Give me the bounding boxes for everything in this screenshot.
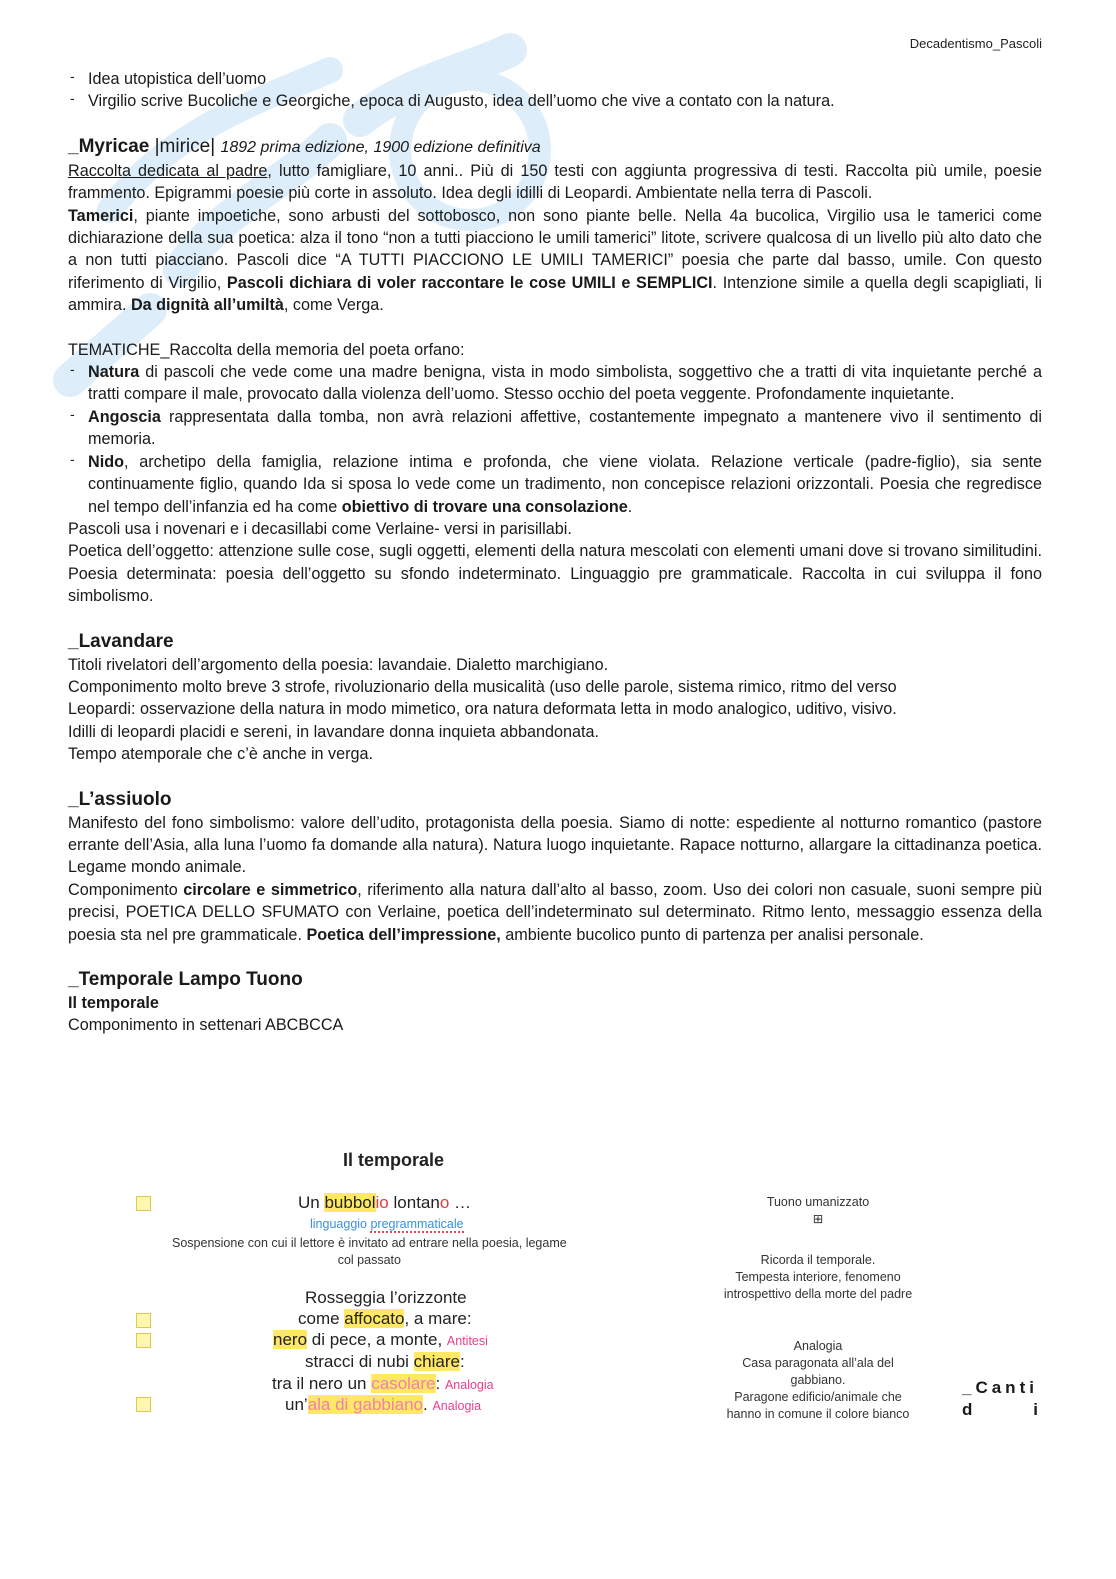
grid-icon: ⊞ [812,1212,824,1226]
paragraph: Componimento circolare e simmetrico, riferimento alla natura dall’alto al basso, zoom. Uso dei colori non casuale, suoni sempre più precisi, POETICA DELLO SFUMATO con Verlaine, poetica dell’indeterminato sul determinato. Ritmo lento, messaggio essenza della poesia sta nel pre grammaticale. Poetica dell’impressione, ambiente bucolico punto di partenza per analisi personale. [68,880,1042,944]
paragraph: Componimento molto breve 3 strofe, rivoluzionario della musicalità (uso delle parole, sistema rimico, ritmo del verso [68,677,897,696]
paragraph: Tamerici, piante impoetiche, sono arbusti del sottobosco, non sono piante belle. Nella 4a bucolica, Virgilio usa le tamerici come dichiarazione della sua poetica: alza il tono “non a tutti piacciono le umili tamerici” litote, scrivere qualcosa di un livello più alto dato che a non tutti piacciano. Pascoli dice “A TUTTI PIACCIONO LE UMILI TAMERICI” poesia che parte dal basso, umile. Con questo riferimento di Virgilio, Pascoli dichiara di voler raccontare le cose UMILI e SEMPLICI. Intenzione simile a quella degli scapigliati, li ammira. Da dignità all’umiltà, come Verga. [68,206,1042,315]
tematiche-label: TEMATICHE_Raccolta della memoria del poeta orfano: [68,340,465,359]
paragraph: Titoli rivelatori dell’argomento della poesia: lavandaie. Dialetto marchigiano. [68,655,609,674]
poem-line-1-note: linguaggio pregrammaticale [310,1217,464,1231]
poem-line-4: nero di pece, a monte, Antitesi [273,1330,488,1349]
poem-annotation-figure [128,1140,978,1440]
subheading: Il temporale [68,994,159,1012]
section-heading-canti: _Canti d i [962,1378,1042,1419]
list-item: - Nido, archetipo della famiglia, relazione intima e profonda, che viene violata. Relazione verticale (padre-figlio), sia sente continuamente figlio, quando Ida si sposa lo vede come un tradimento, non concepisce relazioni orizzontali. Poesia che regredisce nel tempo dell’infanzia ed ha come obiettivo di trovare una consolazione. [68,451,1042,518]
checkbox-icon [136,1333,151,1348]
figure-title: Il temporale [343,1150,445,1170]
document-body [68,68,1042,1037]
checkbox-icon [136,1313,151,1328]
poem-line-2: Rosseggia l’orizzonte [305,1288,467,1307]
paragraph: Pascoli usa i novenari e i decasillabi come Verlaine- versi in parisillabi. [68,519,572,538]
page-header-title: Decadentismo_Pascoli [909,36,1042,51]
paragraph: Manifesto del fono simbolismo: valore dell’udito, protagonista della poesia. Siamo di notte: espediente al notturno romantico (pastore errante dell’Asia, alla luna l’uomo fa domande alla natura). Natura luogo inquietante. Rapace notturno, allargare la cittadinanza poetica. Legame mondo animale. [68,813,1042,877]
poem-line-1: Un bubbolio lontano … [298,1193,472,1212]
list-item: - Angoscia rappresentata dalla tomba, non avrà relazioni affettive, costantemente impegnato a mantenere vivo il sentimento di memoria. [68,406,1042,451]
paragraph: Componimento in settenari ABCBCCA [68,1016,344,1035]
paragraph: Idilli di leopardi placidi e sereni, in lavandare donna inquieta abbandonata. [68,722,599,741]
side-note-tuono: Tuono umanizzato ⊞ [766,1195,870,1226]
intro-list [68,68,1042,113]
poem-line-5: stracci di nubi chiare: [305,1352,465,1371]
paragraph: Leopardi: osservazione della natura in modo mimetico, ora natura deformata letta in modo analogico, uditivo, visivo. [68,700,897,719]
section-heading-lavandare: _Lavandare [68,630,174,652]
paragraph: Raccolta dedicata al padre, lutto famigliare, 10 anni.. Più di 150 testi con aggiunta progressiva di testi. Raccolta più umile, poesie frammento. Epigrammi poesie più corte in assoluto. Idea degli idilli di Leopardi. Ambientate nella terra di Pascoli. [68,161,1042,203]
list-item: - Virgilio scrive Bucoliche e Georgiche, epoca di Augusto, idea dell’uomo che vive a contato con la natura. [68,90,1042,112]
tematiche-list [68,361,1042,518]
checkbox-icon [136,1196,151,1211]
section-heading-myricae: _Myricae |mirice| 1892 prima edizione, 1900 edizione definitiva [68,135,541,157]
poem-line-7: un’ala di gabbiano. Analogia [285,1395,482,1414]
checkbox-icon [136,1397,151,1412]
side-note-analogia: Analogia Casa paragonata all’ala del gabbiano. Paragone edificio/animale che hanno in comune il colore bianco [726,1339,910,1421]
poem-line-6: tra il nero un casolare: Analogia [272,1374,494,1393]
poem-line-1-explanation: Sospensione con cui il lettore è invitato ad entrare nella poesia, legame col passato [172,1236,567,1267]
section-heading-temporale: _Temporale Lampo Tuono [68,969,303,990]
section-heading-assiuolo: _L’assiuolo [68,788,172,810]
list-item: - Natura di pascoli che vede come una madre benigna, vista in modo simbolista, soggettivo che a tratti di vita inquietante perché a tratti compare il male, provocato dalla violenza dell’uomo. Stesso occhio del poeta veggente. Profondamente inquietante. [68,361,1042,406]
side-note-temporale: Ricorda il temporale. Tempesta interiore, fenomeno introspettivo della morte del padre [723,1253,913,1301]
list-item: - Idea utopistica dell’uomo [68,68,1042,90]
paragraph: Tempo atemporale che c’è anche in verga. [68,745,374,764]
paragraph: Poetica dell’oggetto: attenzione sulle cose, sugli oggetti, elementi della natura mescolati con elementi umani dove si trovano similitudini. Poesia determinata: poesia dell’oggetto su sfondo indeterminato. Linguaggio pre grammaticale. Raccolta in cui sviluppa il fono simbolismo. [68,542,1042,606]
poem-line-3: come affocato, a mare: [298,1309,472,1328]
